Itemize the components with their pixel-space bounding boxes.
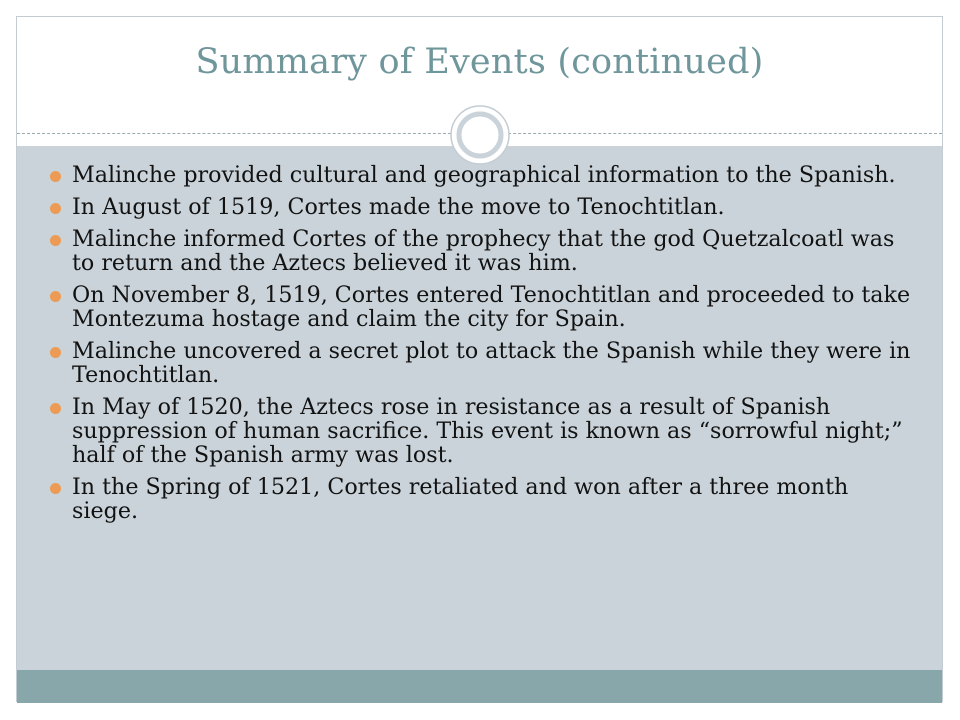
bullet-icon: [50, 291, 61, 302]
bullet-icon: [50, 235, 61, 246]
bullet-item: [48, 395, 918, 467]
bullet-item: [48, 195, 918, 219]
bullet-item: [48, 475, 918, 523]
footer-band: [17, 670, 942, 703]
bullet-item: [48, 339, 918, 387]
bullet-icon: [50, 203, 61, 214]
slide-title: Summary of Events (continued): [195, 42, 764, 82]
bullet-item: [48, 163, 918, 187]
bullet-icon: [50, 347, 61, 358]
bullet-text: In August of 1519, Cortes made the move to Tenochtitlan.: [72, 194, 725, 220]
bullet-text: Malinche uncovered a secret plot to attack the Spanish while they were in Tenochtitlan.: [72, 338, 911, 388]
bullet-text: On November 8, 1519, Cortes entered Tenochtitlan and proceeded to take Montezuma hostage and claim the city for Spain.: [72, 282, 911, 332]
bullet-list: [48, 163, 918, 531]
bullet-icon: [50, 483, 61, 494]
bullet-text: In May of 1520, the Aztecs rose in resistance as a result of Spanish suppression of human sacrifice. This event is known as “sorrowful night;” half of the Spanish army was lost.: [72, 394, 903, 468]
bullet-item: [48, 227, 918, 275]
bullet-icon: [50, 171, 61, 182]
circle-ornament-icon: [449, 104, 511, 166]
bullet-text: Malinche informed Cortes of the prophecy that the god Quetzalcoatl was to return and the Aztecs believed it was him.: [72, 226, 895, 276]
bullet-item: [48, 283, 918, 331]
bullet-text: In the Spring of 1521, Cortes retaliated and won after a three month siege.: [72, 474, 849, 524]
bullet-text: Malinche provided cultural and geographical information to the Spanish.: [72, 162, 896, 188]
bullet-icon: [50, 403, 61, 414]
